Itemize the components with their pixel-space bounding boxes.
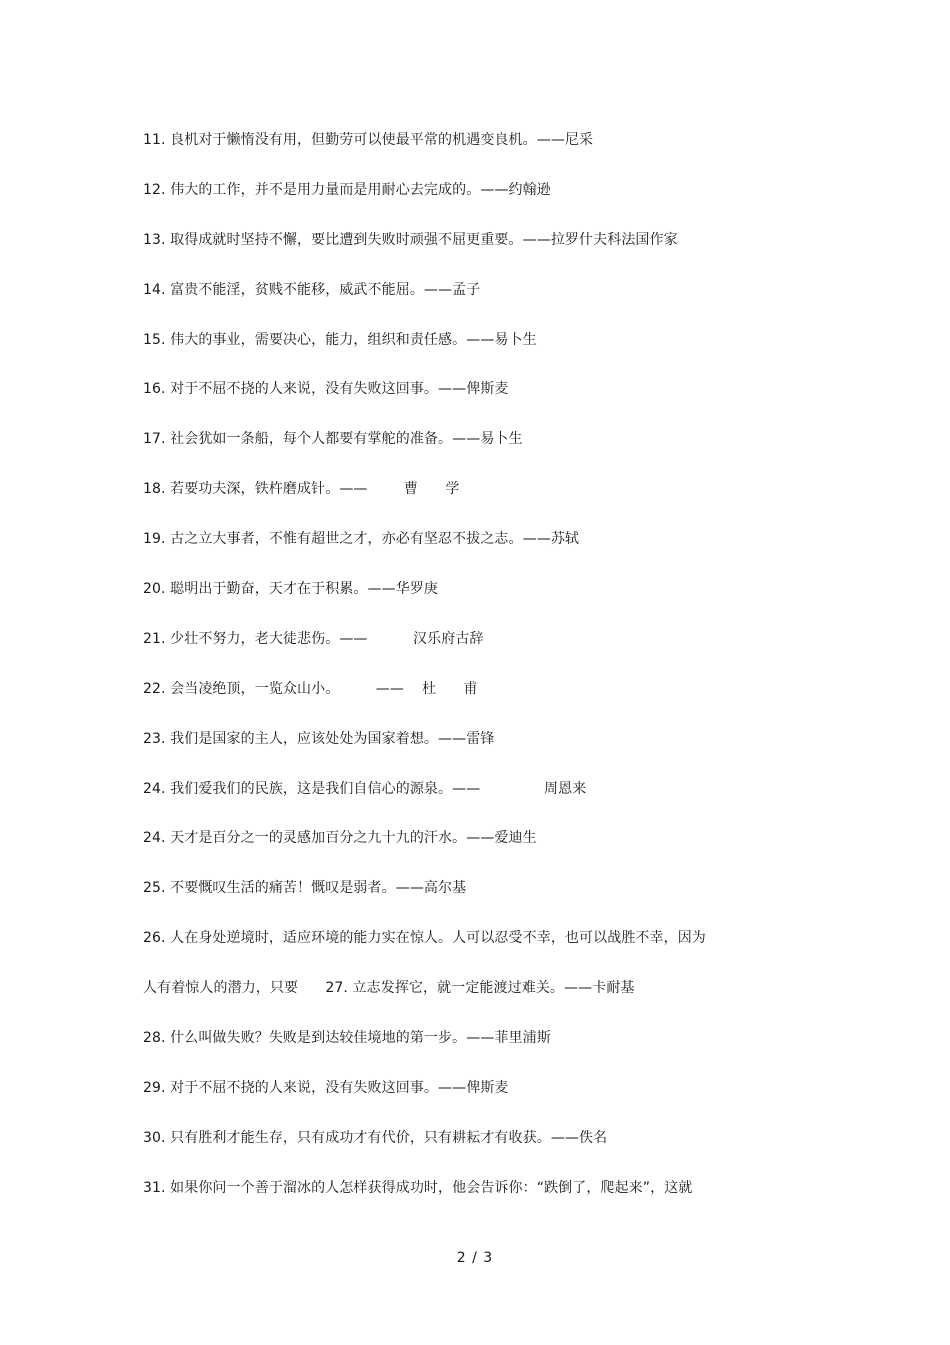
quote-line: 21. 少壮不努力，老大徒悲伤。—— 汉乐府古辞 [143, 630, 484, 647]
quote-line: 15. 伟大的事业，需要决心，能力，组织和责任感。——易卜生 [143, 331, 537, 348]
quote-line: 30. 只有胜利才能生存，只有成功才有代价，只有耕耘才有收获。——佚名 [143, 1129, 608, 1146]
quote-line: 28. 什么叫做失败？失败是到达较佳境地的第一步。——菲里浦斯 [143, 1030, 551, 1047]
quote-line: 16. 对于不屈不挠的人来说，没有失败这回事。——俾斯麦 [143, 381, 509, 398]
quote-line: 18. 若要功夫深，铁杵磨成针。—— 曹 学 [143, 481, 460, 498]
quote-line: 31. 如果你问一个善于溜冰的人怎样获得成功时，他会告诉你：“跌倒了，爬起来”，这就 [143, 1179, 693, 1196]
quote-line: 17. 社会犹如一条船，每个人都要有掌舵的准备。——易卜生 [143, 431, 523, 448]
quote-line: 23. 我们是国家的主人，应该处处为国家着想。——雷锋 [143, 730, 495, 747]
quote-line: 12. 伟大的工作，并不是用力量而是用耐心去完成的。——约翰逊 [143, 181, 551, 198]
quote-list [143, 128, 763, 1226]
quote-line: 25. 不要慨叹生活的痛苦！慨叹是弱者。——高尔基 [143, 880, 467, 897]
quote-line: 26. 人在身处逆境时，适应环境的能力实在惊人。人可以忍受不幸，也可以战胜不幸，因为 [143, 930, 706, 947]
quote-line: 24. 天才是百分之一的灵感加百分之九十九的汗水。——爱迪生 [143, 830, 537, 847]
quote-line: 人有着惊人的潜力，只要 27. 立志发挥它，就一定能渡过难关。——卡耐基 [143, 980, 635, 997]
quote-line: 11. 良机对于懒惰没有用，但勤劳可以使最平常的机遇变良机。——尼采 [143, 132, 594, 148]
quote-line: 14. 富贵不能淫，贫贱不能移，威武不能屈。——孟子 [143, 281, 481, 298]
quote-line: 22. 会当凌绝顶，一览众山小。 —— 杜 甫 [143, 680, 478, 697]
quote-line: 24. 我们爱我们的民族，这是我们自信心的源泉。—— 周恩来 [143, 780, 587, 797]
quote-line: 13. 取得成就时坚持不懈，要比遭到失败时顽强不屈更重要。——拉罗什夫科法国作家 [143, 231, 678, 248]
page-number: 2 / 3 [456, 1250, 494, 1266]
quote-line: 29. 对于不屈不挠的人来说，没有失败这回事。——俾斯麦 [143, 1079, 509, 1096]
quote-line: 19. 古之立大事者，不惟有超世之才，亦必有坚忍不拔之志。——苏轼 [143, 531, 580, 548]
quote-line: 20. 聪明出于勤奋，天才在于积累。——华罗庚 [143, 581, 439, 598]
